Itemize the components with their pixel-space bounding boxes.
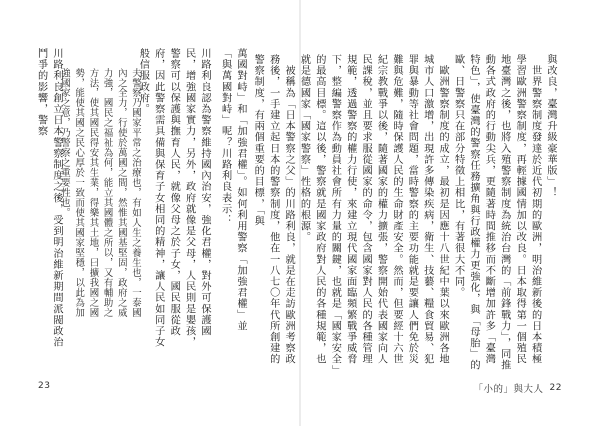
left-page-body-continuation: 川路利良創立日本警察制度之後，受到明治維新期間派閥政治鬥爭的影響，警察	[35, 48, 62, 348]
left-page-body-opening: 萬國對峙」和「加強君權」。如何利用警察「加強君權」並「與萬國對峙」呢？川路利良表示：	[219, 48, 246, 332]
left-page-body-commentary: 川路利良認為警察維持國內治安，強化君權，對外可保護國民，增強國家實力，另外，政府就像是父母，人民則是嬰孩，警察可以保護與撫育人民，就像父母之於子女，國民服從政府，因此警察需具備與保育子女相同的精神，讓人民如同子女般信服政府。	[137, 48, 210, 348]
page-number-left: 23	[38, 381, 51, 391]
page-number-right: 22	[549, 383, 562, 393]
right-page-body: 與改良，臺灣升級豪華版」！ 世界警察制度發達於近代初期的歐洲，明治維新後的日本積極學習歐洲警察制度，再輕據國情加以改良。日本取得第一個殖民地臺灣之後，也將入殖警察制度為統治台灣的「前鋒戰力」，同推動各式政府的行動尖兵，更隨著時間推移而不斷增加許多「臺灣特色」，使臺灣的警察任務擴角與行政權力更強化，與「母胎」的歐、日警察只在部分特徵上相比，有著很大不同。 歐洲警察制度的成立，最初是因應十八世紀中葉以來歐洲各地城市人口激增，出現許多傳染疾病，衛生、技藝、糧食貿易、犯罪與暴動等社會問題，當時警察的主要功能就是要讓人們免於災難與危難，隨時保護人民的生命財產安全。然而，但要經十六世紀宗教戰爭以後，隨著國家的權力擴張，警察開始代表國家向人民課稅，並且要求服從國家的命令，包含國家對人民的各種管理規範，透過警察的權力行使，來建立現代國家面臨頻繁戰爭威脅下，整編警察作為動員社會所有力量的關鍵，也就是「國家安全」的最高目標。這以後，警察就是國家政府對人民的各種規範，也就是德國家「國家警察」性格的根源。 被稱為「日本警察之父」的川路利良，就是在走訪歐洲考察政務後，一手建立起日本的警察制度，他在一八七〇年代所創建的警察制度，有兩個重要的目標，「與	[252, 54, 556, 371]
right-page-footer	[474, 381, 562, 395]
running-title: 「小的」與大人	[473, 384, 544, 395]
right-page	[252, 0, 600, 426]
block-quote: 夫警察乃國家平常之治療也，有如人生之養生也，一泰國內之全力，行使於萬國之間，然惟其國基堅固，政府之威力強，國民之福祉為何，能立其國體之所以，又有輔助之方法，使其國民得安其生業，得樂其土地，曰擴我國之國勢，能使其國之民心厚於一致而使其國家堅穩，以此為加強國家之意，乃警察之重要性也。	[58, 68, 141, 318]
